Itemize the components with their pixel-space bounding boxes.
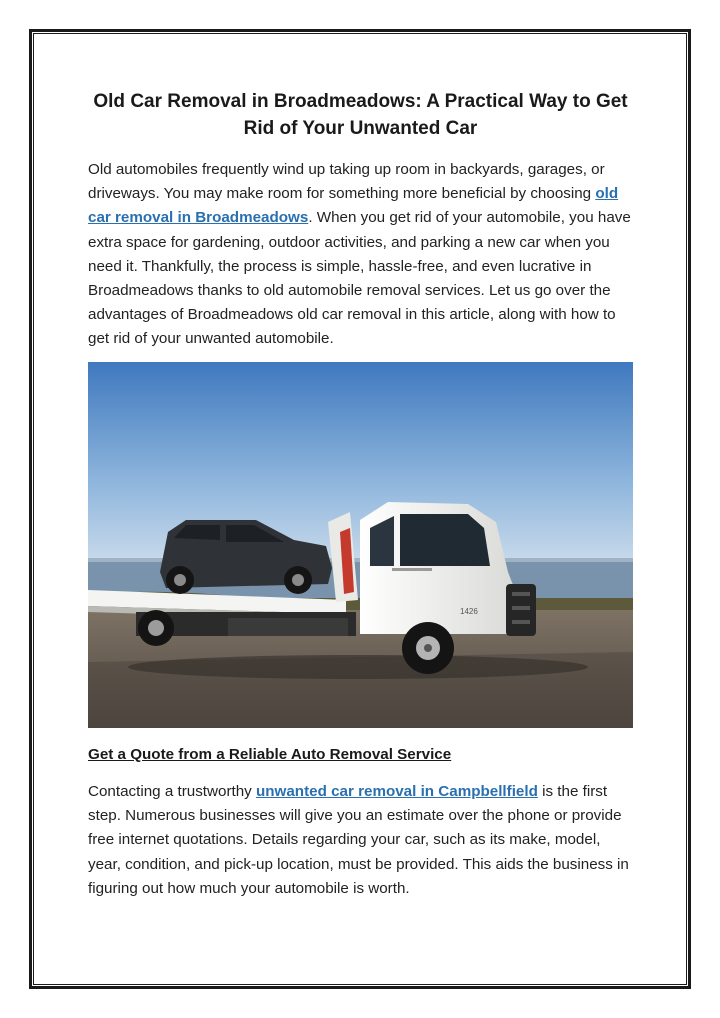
section-paragraph bbox=[88, 780, 636, 901]
section-text-after-link: is the first step. Numerous businesses will give you an estimate over the phone or provide free internet quotations. Details regarding your car, such as its make, model, year, condition, and pick-up location, must be provided. This aids the business in figuring out how much your automobile is worth. bbox=[88, 783, 629, 897]
unwanted-car-removal-link[interactable]: unwanted car removal in Campbellfield bbox=[255, 783, 538, 800]
intro-text-after-link: . When you get rid of your automobile, you have extra space for gardening, outdoor activities, and parking a new car when you need it. Thankfully, the process is simple, hassle-free, and even lucrative in Broadmeadows thanks to old automobile removal services. Let us go over the advantages of Broadmeadows old car removal in this article, along with how to get rid of your unwanted automobile. bbox=[88, 209, 631, 348]
tow-truck-photo bbox=[88, 362, 633, 728]
article-title: Old Car Removal in Broadmeadows: A Practical Way to Get Rid of Your Unwanted Car bbox=[93, 91, 628, 139]
section-text-before-link: Contacting a trustworthy bbox=[88, 783, 256, 800]
truck-badge: 1426 bbox=[460, 607, 478, 616]
intro-paragraph bbox=[88, 158, 636, 352]
intro-text-before-link: Old automobiles frequently wind up taking up room in backyards, garages, or driveways. You may make room for something more beneficial by choosing bbox=[88, 161, 605, 203]
section-heading: Get a Quote from a Reliable Auto Removal Service bbox=[88, 746, 452, 763]
old-car-removal-link[interactable]: old car removal in Broadmeadows bbox=[88, 185, 619, 227]
